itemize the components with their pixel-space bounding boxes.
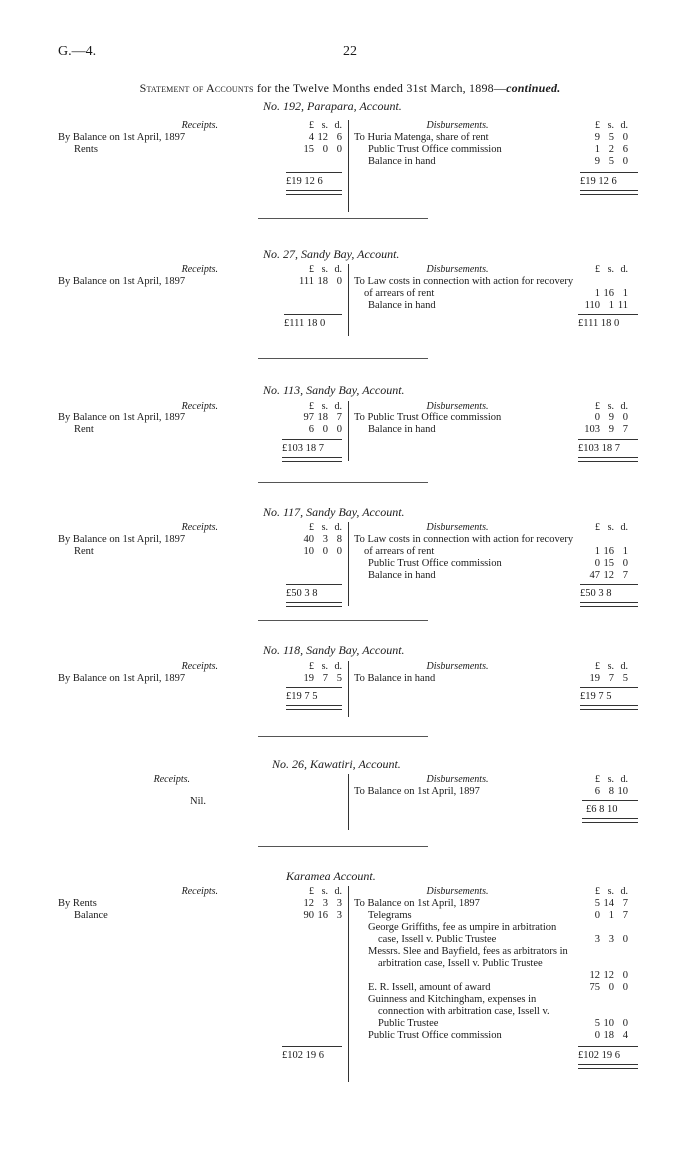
receipts-total: £50 3 8 xyxy=(286,588,318,599)
disbursements-total: £19 7 5 xyxy=(580,691,612,702)
receipt-row: Balance 90 16 3 xyxy=(74,910,342,921)
title-rest: for the Twelve Months ended 31st March, 1898— xyxy=(256,81,507,95)
column-divider xyxy=(348,120,349,212)
receipt-row: By Balance on 1st April, 1897 97 18 7 xyxy=(58,412,342,423)
section-separator xyxy=(258,218,428,219)
receipts-total: £103 18 7 xyxy=(282,443,324,454)
receipt-row: Rents 15 0 0 xyxy=(74,144,342,155)
receipts-label: Receipts. xyxy=(153,774,190,785)
disbursements-lsd-header: £ s. d. xyxy=(595,120,628,131)
receipt-row: By Balance on 1st April, 1897 19 7 5 xyxy=(58,673,342,684)
receipts-total: £19 7 5 xyxy=(286,691,318,702)
column-divider xyxy=(348,401,349,461)
disbursements-lsd-header: £ s. d. xyxy=(595,661,628,672)
disbursements-label: Disbursements. xyxy=(426,120,489,131)
account-title: Karamea Account. xyxy=(286,869,376,883)
section-separator xyxy=(258,846,428,847)
receipt-row: By Balance on 1st April, 1897 40 3 8 xyxy=(58,534,342,545)
column-divider xyxy=(348,264,349,336)
page-header xyxy=(0,44,700,64)
statement-title xyxy=(0,82,700,96)
receipt-row: By Balance on 1st April, 1897 111 18 0 xyxy=(58,276,342,287)
receipts-total: £19 12 6 xyxy=(286,176,323,187)
disbursements-total: £103 18 7 xyxy=(578,443,620,454)
disbursements-label: Disbursements. xyxy=(426,774,489,785)
receipts-label: Receipts. xyxy=(181,120,218,131)
disbursements-label: Disbursements. xyxy=(426,401,489,412)
receipt-row: By Balance on 1st April, 1897 4 12 6 xyxy=(58,132,342,143)
receipts-nil: Nil. xyxy=(190,796,207,807)
disbursements-label: Disbursements. xyxy=(426,661,489,672)
disbursements-total: £50 3 8 xyxy=(580,588,612,599)
disbursements-total: £6 8 10 xyxy=(586,804,618,815)
column-divider xyxy=(348,774,349,830)
receipts-lsd-header: £ s. d. xyxy=(309,886,342,897)
disbursements-lsd-header: £ s. d. xyxy=(595,522,628,533)
receipts-label: Receipts. xyxy=(181,661,218,672)
receipts-total: £102 19 6 xyxy=(282,1050,324,1061)
section-separator xyxy=(258,358,428,359)
column-divider xyxy=(348,522,349,606)
disbursements-lsd-header: £ s. d. xyxy=(595,886,628,897)
title-statement: Statement xyxy=(139,81,190,95)
disbursements-lsd-header: £ s. d. xyxy=(595,774,628,785)
disbursements-label: Disbursements. xyxy=(426,886,489,897)
account-title: No. 192, Parapara, Account. xyxy=(263,99,402,113)
disbursements-total: £102 19 6 xyxy=(578,1050,620,1061)
receipts-label: Receipts. xyxy=(181,522,218,533)
receipts-total: £111 18 0 xyxy=(284,318,326,329)
receipts-lsd-header: £ s. d. xyxy=(309,401,342,412)
section-separator xyxy=(258,736,428,737)
account-title: No. 27, Sandy Bay, Account. xyxy=(263,247,400,261)
receipts-label: Receipts. xyxy=(181,401,218,412)
account-title: No. 26, Kawatiri, Account. xyxy=(272,757,401,771)
receipt-row: By Rents 12 3 3 xyxy=(58,898,342,909)
document-ref: G.—4. xyxy=(58,44,97,59)
account-title: No. 113, Sandy Bay, Account. xyxy=(263,383,405,397)
receipts-label: Receipts. xyxy=(181,886,218,897)
disbursements-lsd-header: £ s. d. xyxy=(595,264,628,275)
disbursements-total: £111 18 0 xyxy=(578,318,620,329)
title-continued: continued. xyxy=(506,81,561,95)
receipts-lsd-header: £ s. d. xyxy=(309,661,342,672)
account-title: No. 117, Sandy Bay, Account. xyxy=(263,505,405,519)
receipts-lsd-header: £ s. d. xyxy=(309,264,342,275)
receipts-lsd-header: £ s. d. xyxy=(309,120,342,131)
title-of-accounts: of Accounts xyxy=(192,81,254,95)
section-separator xyxy=(258,482,428,483)
disbursements-label: Disbursements. xyxy=(426,522,489,533)
column-divider xyxy=(348,886,349,1082)
account-title: No. 118, Sandy Bay, Account. xyxy=(263,643,405,657)
receipts-lsd-header: £ s. d. xyxy=(309,522,342,533)
section-separator xyxy=(258,620,428,621)
page-number: 22 xyxy=(343,44,357,59)
receipt-row: Rent 6 0 0 xyxy=(74,424,342,435)
disbursements-label: Disbursements. xyxy=(426,264,489,275)
receipt-row: Rent 10 0 0 xyxy=(74,546,342,557)
disbursements-lsd-header: £ s. d. xyxy=(595,401,628,412)
disbursements-total: £19 12 6 xyxy=(580,176,617,187)
receipts-label: Receipts. xyxy=(181,264,218,275)
column-divider xyxy=(348,661,349,717)
